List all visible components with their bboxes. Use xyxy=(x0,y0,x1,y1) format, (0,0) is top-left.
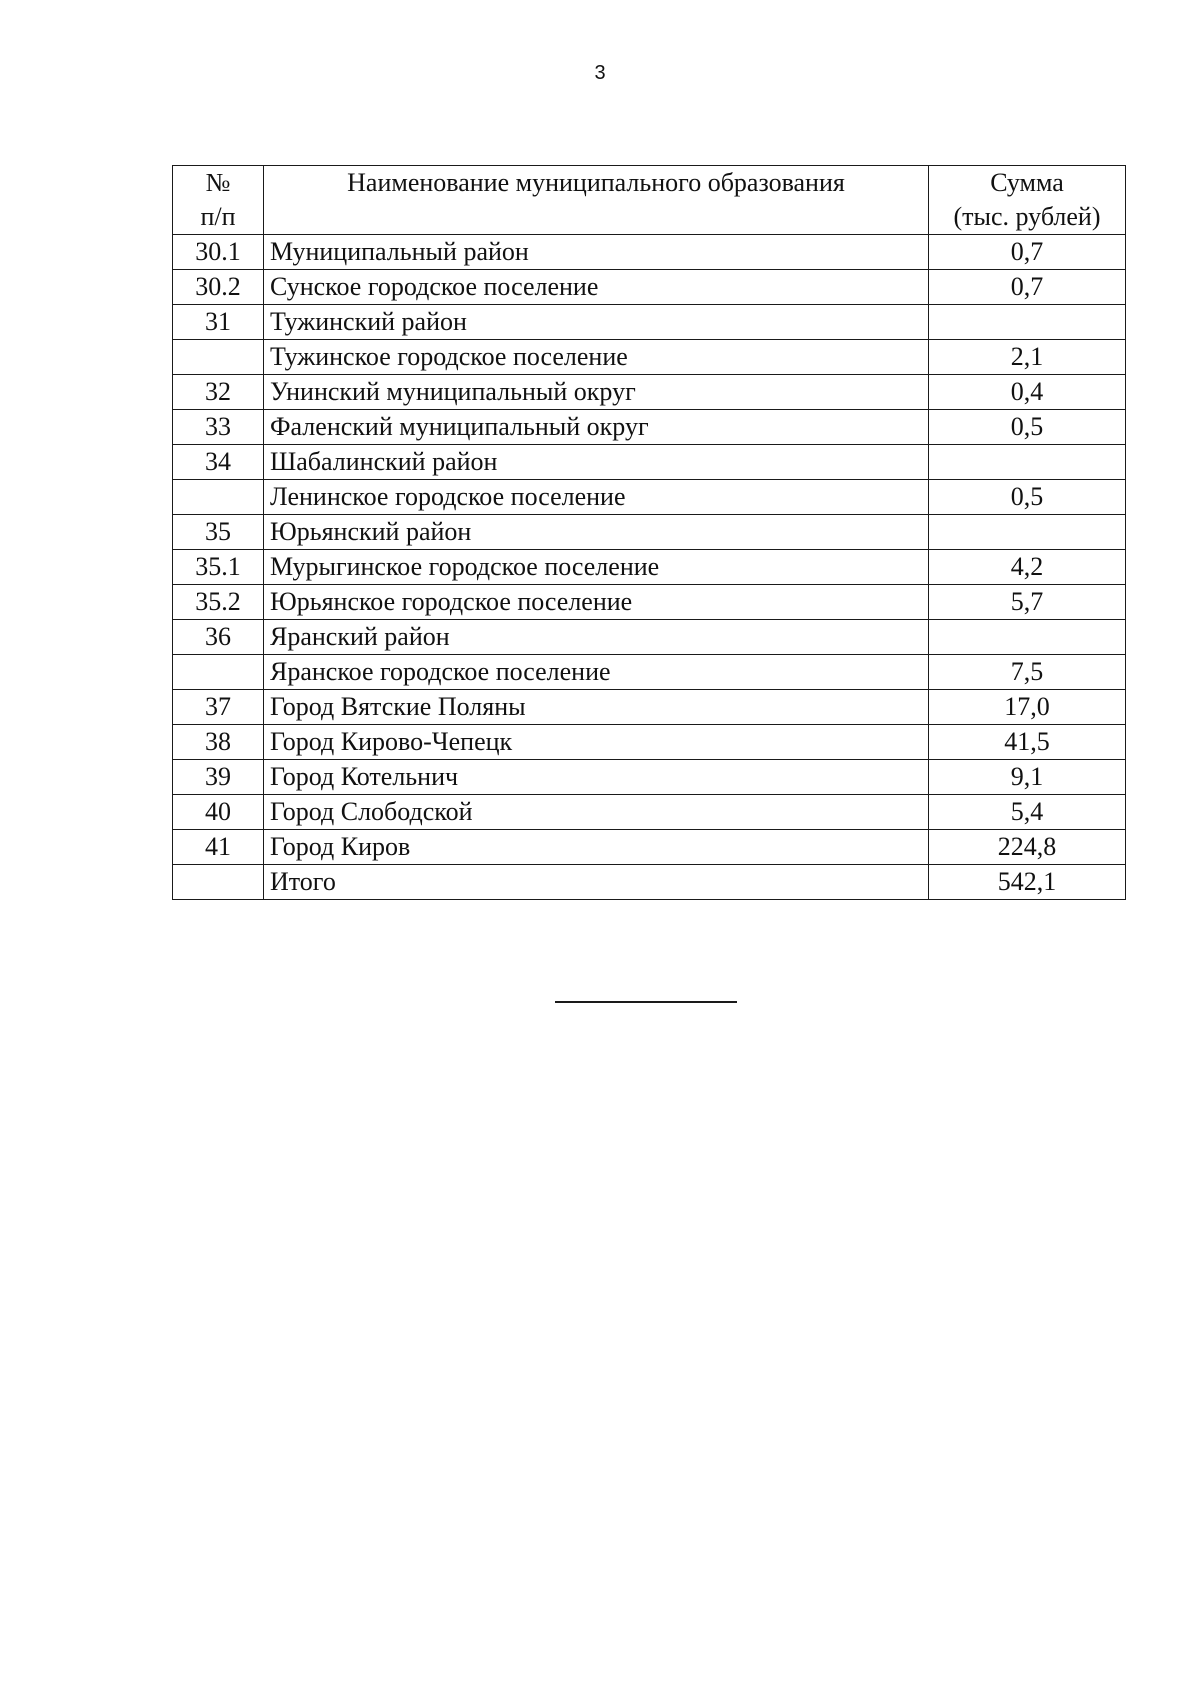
municipality-name: Город Киров xyxy=(264,830,929,865)
page-number: 3 xyxy=(594,62,606,84)
table-row xyxy=(173,795,1126,830)
row-number: 41 xyxy=(173,830,264,865)
municipality-name: Город Котельнич xyxy=(264,760,929,795)
row-number: 31 xyxy=(173,305,264,340)
municipality-name: Ленинское городское поселение xyxy=(264,480,929,515)
row-number: 34 xyxy=(173,445,264,480)
row-number: 35.2 xyxy=(173,585,264,620)
municipality-name: Тужинский район xyxy=(264,305,929,340)
header-sum xyxy=(929,166,1126,235)
amount-value: 0,5 xyxy=(929,410,1126,445)
municipality-name: Унинский муниципальный округ xyxy=(264,375,929,410)
municipality-name: Город Слободской xyxy=(264,795,929,830)
municipality-name: Мурыгинское городское поселение xyxy=(264,550,929,585)
amount-value: 224,8 xyxy=(929,830,1126,865)
row-number xyxy=(173,655,264,690)
table-row xyxy=(173,340,1126,375)
row-number: 32 xyxy=(173,375,264,410)
table-row xyxy=(173,375,1126,410)
closing-rule xyxy=(555,1001,737,1003)
row-number: 40 xyxy=(173,795,264,830)
municipality-name: Сунское городское поселение xyxy=(264,270,929,305)
municipality-name: Итого xyxy=(264,865,929,900)
municipality-name: Яранский район xyxy=(264,620,929,655)
table-row xyxy=(173,515,1126,550)
table-row xyxy=(173,690,1126,725)
amount-value: 2,1 xyxy=(929,340,1126,375)
municipality-name: Муниципальный район xyxy=(264,235,929,270)
row-number: 33 xyxy=(173,410,264,445)
amount-value: 7,5 xyxy=(929,655,1126,690)
header-row xyxy=(173,166,1126,235)
table-row xyxy=(173,585,1126,620)
amount-value: 4,2 xyxy=(929,550,1126,585)
row-number: 30.1 xyxy=(173,235,264,270)
amount-value xyxy=(929,305,1126,340)
allocation-table xyxy=(172,165,1126,900)
table-row xyxy=(173,550,1126,585)
table-row xyxy=(173,235,1126,270)
table-row xyxy=(173,725,1126,760)
table-row xyxy=(173,655,1126,690)
row-number: 35.1 xyxy=(173,550,264,585)
header-number-line2: п/п xyxy=(200,202,236,231)
row-number: 35 xyxy=(173,515,264,550)
row-number xyxy=(173,480,264,515)
amount-value xyxy=(929,620,1126,655)
amount-value: 41,5 xyxy=(929,725,1126,760)
amount-value: 0,7 xyxy=(929,270,1126,305)
table-row xyxy=(173,830,1126,865)
row-number: 38 xyxy=(173,725,264,760)
table-row xyxy=(173,620,1126,655)
amount-value: 5,7 xyxy=(929,585,1126,620)
header-number-line1: № xyxy=(205,168,231,197)
municipality-name: Яранское городское поселение xyxy=(264,655,929,690)
row-number: 36 xyxy=(173,620,264,655)
amount-value xyxy=(929,445,1126,480)
municipality-name: Юрьянское городское поселение xyxy=(264,585,929,620)
amount-value: 542,1 xyxy=(929,865,1126,900)
amount-value xyxy=(929,515,1126,550)
amount-value: 0,5 xyxy=(929,480,1126,515)
amount-value: 5,4 xyxy=(929,795,1126,830)
row-number xyxy=(173,865,264,900)
amount-value: 0,4 xyxy=(929,375,1126,410)
municipality-name: Город Кирово-Чепецк xyxy=(264,725,929,760)
header-name: Наименование муниципального образования xyxy=(264,166,929,235)
municipality-name: Город Вятские Поляны xyxy=(264,690,929,725)
table-row xyxy=(173,480,1126,515)
municipality-name: Тужинское городское поселение xyxy=(264,340,929,375)
table-body xyxy=(173,235,1126,900)
table-row xyxy=(173,270,1126,305)
table-row xyxy=(173,305,1126,340)
municipality-name: Фаленский муниципальный округ xyxy=(264,410,929,445)
amount-value: 0,7 xyxy=(929,235,1126,270)
header-number xyxy=(173,166,264,235)
municipality-name: Юрьянский район xyxy=(264,515,929,550)
table-header xyxy=(173,166,1126,235)
total-row xyxy=(173,865,1126,900)
header-sum-line2: (тыс. рублей) xyxy=(953,202,1101,231)
table-row xyxy=(173,760,1126,795)
amount-value: 9,1 xyxy=(929,760,1126,795)
amount-value: 17,0 xyxy=(929,690,1126,725)
table-row xyxy=(173,410,1126,445)
row-number: 37 xyxy=(173,690,264,725)
header-sum-line1: Сумма xyxy=(990,168,1064,197)
row-number: 39 xyxy=(173,760,264,795)
row-number xyxy=(173,340,264,375)
row-number: 30.2 xyxy=(173,270,264,305)
municipality-name: Шабалинский район xyxy=(264,445,929,480)
table-row xyxy=(173,445,1126,480)
